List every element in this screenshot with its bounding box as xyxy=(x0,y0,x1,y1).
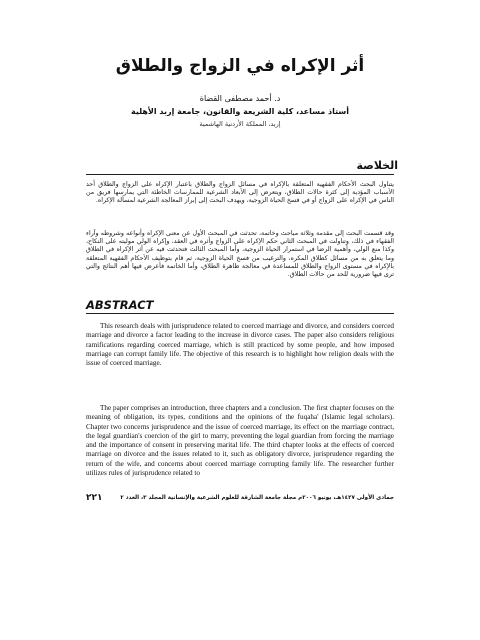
english-abstract-paragraph-2: The paper comprises an introduction, three chapters and a conclusion. The first chapter focuses on the meaning of obligation, its types, conditions and the opinions of the fuqaha' (Islamic legal scholars). Chapter two concerns jurisprudence and the issue of coerced marriage, its effect on the marriage contract, the legal guardian's coercion of the girl to marry, preventing the legal guardian from forcing the marriage and the importance of consent in preserving marital life. The third chapter looks at the effects of coerced marriage on divorce and the issues related to it, such as obligatory divorce, jurisprudence regarding the return of the wife, and concerns about coerced marriage corrupting family life. The researcher further utilizes rules of jurisprudence related to xyxy=(86,404,394,478)
arabic-abstract-paragraph-1: يتناول البحث الأحكام الفقهية المتعلقة بالإكراه في مسائل الزواج والطلاق باعتبار الإكراه على الزواج والطلاق أحد الأسباب المؤدية إلى كثرة حالات الطلاق، ويتعرض إلى الأبعاد الشرعية للممارسات الخاطئة التي يمارسها فريق من الناس في الإكراه على الزواج أو في فسخ الحياة الزوجية، ويهدف البحث إلى إبراز المعالجة الشرعية لمسألة الإكراه. xyxy=(86,181,394,205)
author-location: إربد، المملكة الأردنية الهاشمية xyxy=(199,120,281,128)
page-footer xyxy=(86,494,394,506)
paper-title: أثر الإكراه في الزواج والطلاق xyxy=(115,56,365,76)
arabic-abstract-heading: الخلاصة xyxy=(356,159,398,172)
author-name: د. أحمد مصطفى القضاة xyxy=(199,94,281,103)
arabic-abstract-paragraph-2: وقد قسمت البحث إلى مقدمة وثلاثة مباحث وخاتمة، تحدثت في المبحث الأول عن معنى الإكراه وأنواعه وشروطه وآراء الفقهاء في ذلك، وتناولت في المبحث الثاني حكم الإكراه على الزواج وأثره في العقد، وإكراه الولي موليته على النكاح، وكذا منع الولي، وأهمية الرضا في استمرار الحياة الزوجية، وأما المبحث الثالث فتحدثت فيه عن أثر الإكراه في الطلاق وما يتعلق به من مسائل كطلاق المكره، والترغيب من فسخ الحياة الزوجية، ثم قام بتوظيف الأحكام الفقهية المتعلقة بالإكراه في مستوى الزواج والطلاق للمساعدة في معالجة ظاهرة الطلاق، وأما الخاتمة فأعرض فيها أهم النتائج والتي ترى فيها ضرورية للحد من حالات الطلاق. xyxy=(86,230,394,279)
english-abstract-heading: ABSTRACT xyxy=(86,298,154,312)
page-number: ٢٢١ xyxy=(86,493,103,503)
author-affiliation: أستاذ مساعد، كلية الشريعة والقانون، جامعة إربد الأهلية xyxy=(130,107,350,116)
english-abstract-paragraph-1: This research deals with jurisprudence related to coerced marriage and divorce, and considers coerced marriage and divorce a factor leading to the increase in divorce cases. The paper also considers religious ramifications regarding coerced marriage, which is still practiced by some people, and how imposed marriage can corrupt family life. The objective of this research is to highlight how religion deals with the issue of coerced marriage. xyxy=(86,322,394,368)
journal-citation: جمادى الأولى ١٤٢٧هـ، يونيو ٢٠٠٦م مجلة جامعة الشارقة للعلوم الشرعية والإنسانية المجلد ٣، العدد ٢ xyxy=(120,495,394,501)
arabic-heading-rule xyxy=(86,174,394,175)
english-heading-rule xyxy=(86,313,394,314)
